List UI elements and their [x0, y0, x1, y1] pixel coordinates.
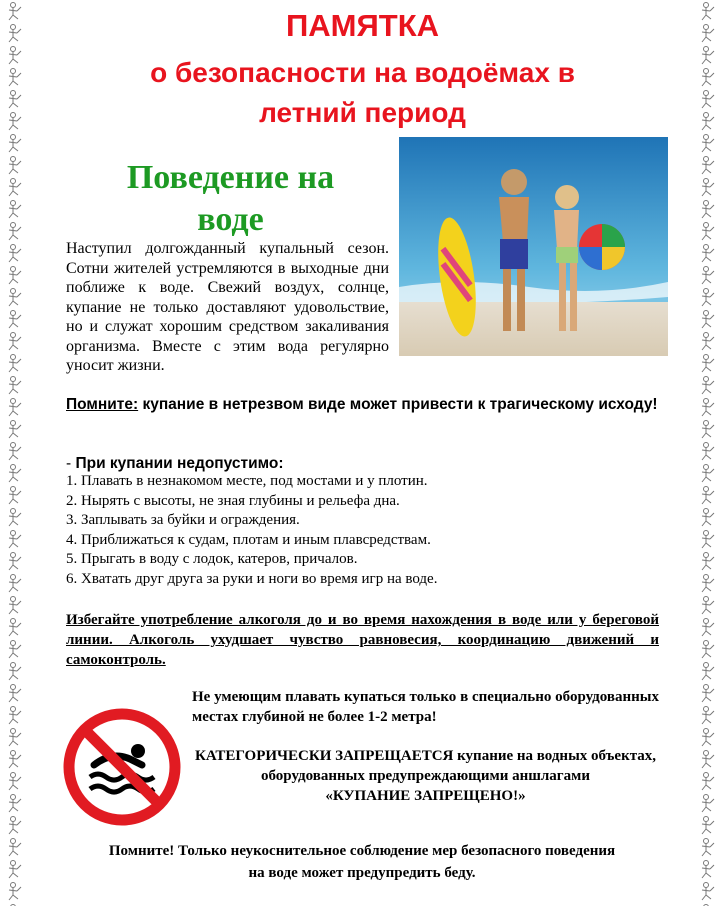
children-on-beach-photo [399, 137, 668, 356]
section-heading-line2: воде [197, 201, 264, 238]
final-note-line1: Помните! Только неукоснительное соблюдение мер безопасного поведения [108, 843, 616, 859]
forbidden-heading [66, 455, 284, 473]
list-item: 6. Хватать друг друга за руки и ноги во время игр на воде. [66, 570, 438, 587]
prohibition-note [192, 746, 659, 806]
page-title: ПАМЯТКА [285, 8, 440, 43]
list-item: 4. Приближаться к судам, плотам и иным плавсредствам. [66, 531, 431, 548]
remember-text: купание в нетрезвом виде может привести к трагическому исходу! [138, 396, 658, 413]
prohibition-sign-text: «КУПАНИЕ ЗАПРЕЩЕНО!» [325, 788, 526, 804]
no-swimming-sign-icon [62, 707, 182, 827]
section-heading-line1: Поведение на [126, 159, 335, 196]
list-item: 1. Плавать в незнакомом месте, под мостами и у плотин. [66, 473, 428, 489]
forbidden-prefix: - [66, 455, 76, 472]
forbidden-heading-text: При купании недопустимо: [75, 455, 284, 472]
alcohol-warning: Избегайте употребление алкоголя до и во время нахождения в воде или у береговой линии. Алкоголь ухудшает чувство равновесия, координацию движений и самоконтроль. [66, 612, 659, 668]
list-item: 3. Заплывать за буйки и ограждения. [66, 512, 300, 529]
page-subtitle-line1: о безопасности на водоёмах в [150, 57, 575, 88]
list-item: 2. Нырять с высоты, не зная глубины и рельефа дна. [66, 492, 400, 509]
final-note [62, 840, 662, 884]
remember-note [66, 395, 666, 415]
remember-label: Помните: [66, 396, 139, 413]
intro-paragraph: Наступил долгожданный купальный сезон. Сотни жителей устремляются в выходные дни поближе к воде. Свежий воздух, солнце, купание не только доставляют удовольствие, но и служат хорошим средством закаливания организма. Вместе с этим вода регулярно уносит жизни. [66, 240, 389, 374]
right-border-swimmer-icon [697, 0, 721, 906]
prohibition-text: купание на водных объектах, оборудованных предупреждающими аншлагами [261, 748, 657, 784]
forbidden-list [66, 472, 626, 590]
list-item: 5. Прыгать в воду с лодок, катеров, причалов. [66, 551, 358, 568]
page-subtitle-line2: летний период [259, 97, 466, 128]
non-swimmers-note: Не умеющим плавать купаться только в специально оборудованных местах глубиной не более 1-2 метра! [192, 689, 659, 725]
left-border-swimmer-icon [4, 0, 28, 906]
final-note-line2: на воде может предупредить беду. [248, 865, 476, 881]
prohibition-caps: КАТЕГОРИЧЕСКИ ЗАПРЕЩАЕТСЯ [194, 748, 454, 764]
